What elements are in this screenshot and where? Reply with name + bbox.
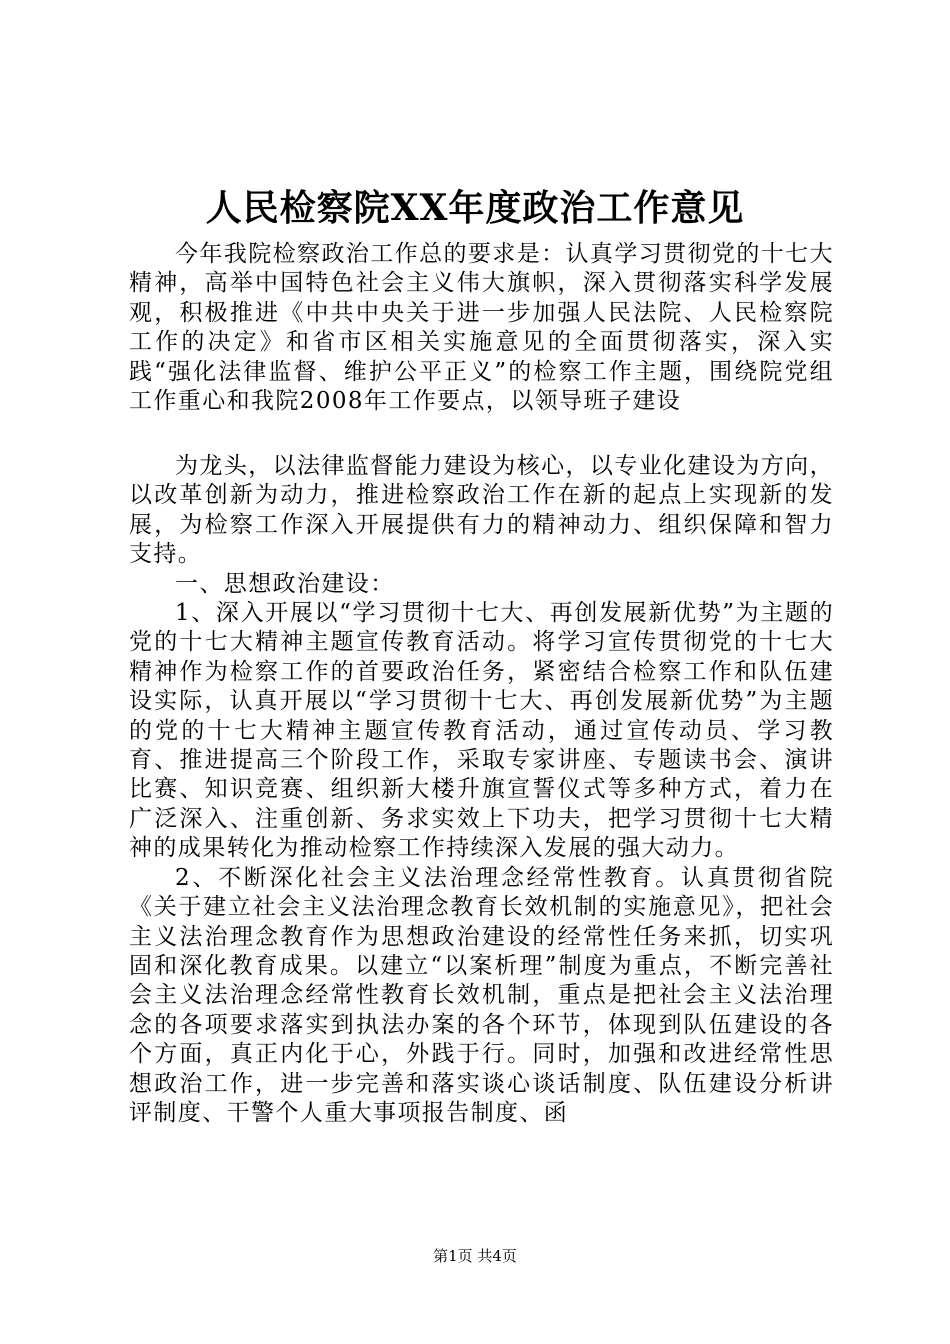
document-title: 人民检察院XX年度政治工作意见 [205, 187, 745, 229]
paragraph-item-2: 2、不断深化社会主义法治理念经常性教育。认真贯彻省院《关于建立社会主义法治理念教育长效机制的实施意见》，把社会主义法治理念教育作为思想政治建设的经常性任务来抓，切实巩固和深化教育成果。以建立“以案析理”制度为重点，不断完善社会主义法治理念经常性教育长效机制，重点是把社会主义法治理念的各项要求落实到执法办案的各个环节，体现到队伍建设的各个方面，真正内化于心，外践于行。同时，加强和改进经常性思想政治工作，进一步完善和落实谈心谈话制度、队伍建设分析讲评制度、干警个人重大事项报告制度、函 [129, 864, 834, 1126]
body-text-block-1 [129, 240, 834, 416]
paragraph-intro: 今年我院检察政治工作总的要求是：认真学习贯彻党的十七大精神，高举中国特色社会主义伟大旗帜，深入贯彻落实科学发展观，积极推进《中共中央关于进一步加强人民法院、人民检察院工作的决定》和省市区相关实施意见的全面贯彻落实，深入实践“强化法律监督、维护公平正义”的检察工作主题，围绕院党组工作重心和我院2008年工作要点，以领导班子建设 [129, 241, 834, 415]
paragraph-item-1: 1、深入开展以“学习贯彻十七大、再创发展新优势”为主题的党的十七大精神主题宣传教育活动。将学习宣传贯彻党的十七大精神作为检察工作的首要政治任务，紧密结合检察工作和队伍建设实际，认真开展以“学习贯彻十七大、再创发展新优势”为主题的党的十七大精神主题宣传教育活动，通过宣传动员、学习教育、推进提高三个阶段工作，采取专家讲座、专题读书会、演讲比赛、知识竞赛、组织新大楼升旗宣誓仪式等多种方式，着力在广泛深入、注重创新、务求实效上下功夫，把学习贯彻十七大精神的成果转化为推动检察工作持续深入发展的强大动力。 [129, 600, 834, 862]
body-text-block-2 [129, 452, 834, 1128]
paragraph-intro-continued: 为龙头，以法律监督能力建设为核心，以专业化建设为方向，以改革创新为动力，推进检察政治工作在新的起点上实现新的发展，为检察工作深入开展提供有力的精神动力、组织保障和智力支持。 [129, 453, 834, 568]
page-footer: 第1页 共4页 [433, 1247, 517, 1265]
section-heading-1: 一、思想政治建设： [175, 570, 395, 597]
